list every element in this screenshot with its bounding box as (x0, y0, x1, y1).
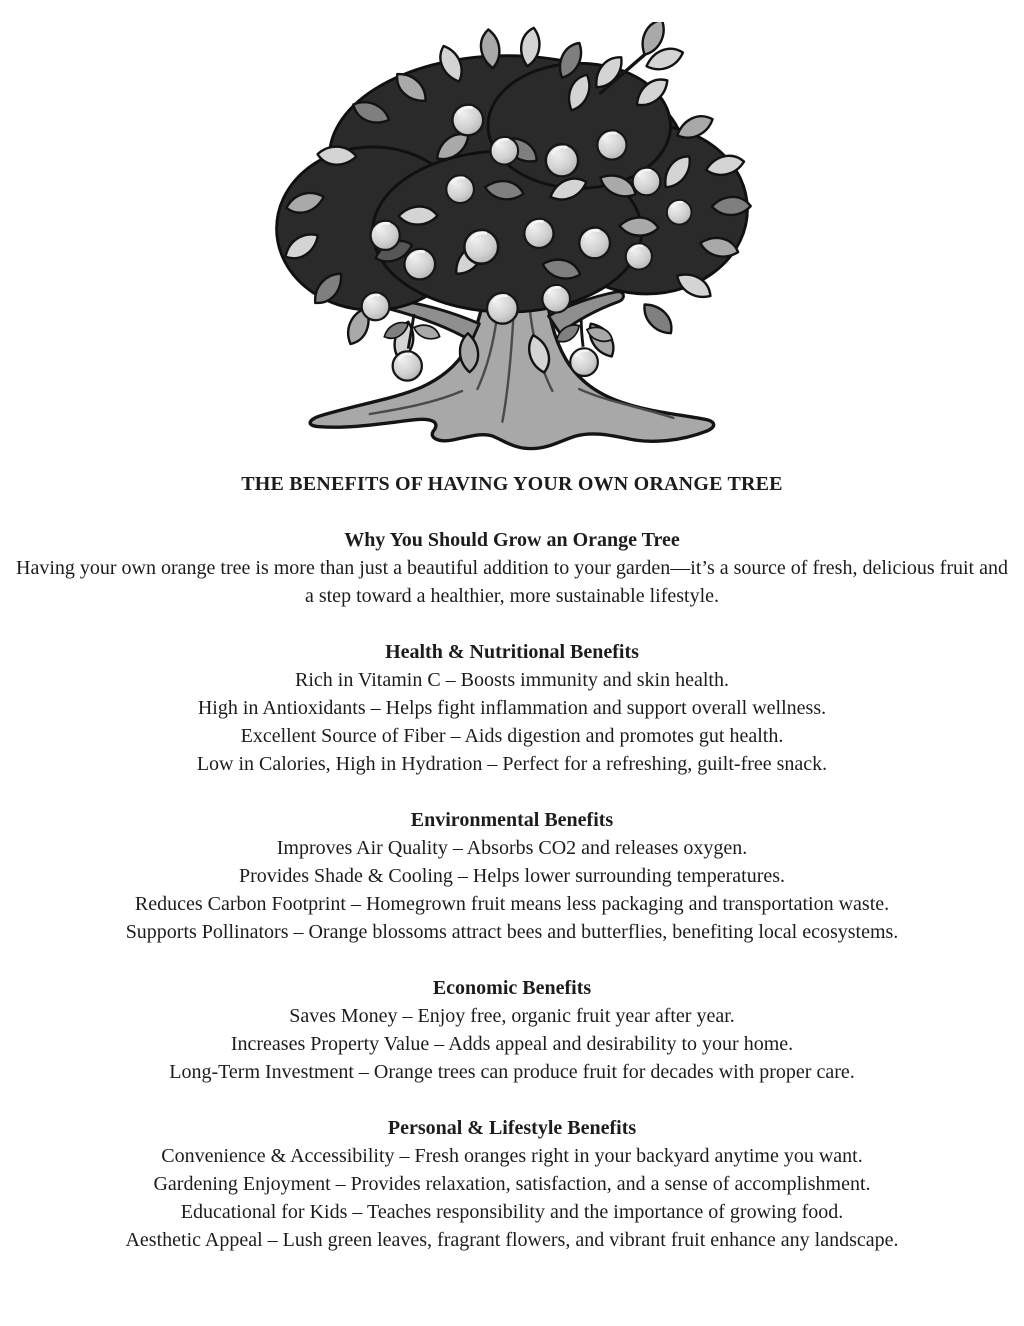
intro-paragraph: Having your own orange tree is more than just a beautiful addition to your garden—it’s a source of fresh, delicious fruit and a step toward a healthier, more sustainable lifestyle. (16, 557, 1008, 607)
benefit-line: Convenience & Accessibility – Fresh oranges right in your backyard anytime you want. (161, 1145, 863, 1167)
section-heading-environmental: Environmental Benefits (410, 809, 614, 831)
benefit-line: Increases Property Value – Adds appeal and desirability to your home. (230, 1033, 794, 1055)
benefit-line: Supports Pollinators – Orange blossoms attract bees and butterflies, benefiting local ecosystems. (125, 921, 899, 943)
benefit-line: Gardening Enjoyment – Provides relaxation, satisfaction, and a sense of accomplishment. (153, 1173, 871, 1195)
benefit-line: Reduces Carbon Footprint – Homegrown fruit means less packaging and transportation waste. (134, 893, 890, 915)
section-heading-health: Health & Nutritional Benefits (385, 641, 639, 663)
orange-tree-svg (262, 22, 762, 464)
section-heading-economic: Economic Benefits (432, 977, 592, 999)
benefit-line: Excellent Source of Fiber – Aids digestion and promotes gut health. (240, 725, 784, 747)
benefit-line: Provides Shade & Cooling – Helps lower surrounding temperatures. (238, 865, 786, 887)
document-body (11, 470, 1013, 1254)
section-heading-why-grow: Why You Should Grow an Orange Tree (344, 529, 680, 551)
section-health-benefits (11, 638, 1013, 778)
section-environmental-benefits (11, 806, 1013, 946)
section-personal-benefits (11, 1114, 1013, 1254)
benefit-line: High in Antioxidants – Helps fight inflammation and support overall wellness. (197, 697, 827, 719)
benefit-line: Saves Money – Enjoy free, organic fruit year after year. (289, 1005, 735, 1027)
page-title: THE BENEFITS OF HAVING YOUR OWN ORANGE TREE (241, 473, 783, 495)
benefit-line: Educational for Kids – Teaches responsibility and the importance of growing food. (180, 1201, 844, 1223)
benefit-line: Low in Calories, High in Hydration – Perfect for a refreshing, guilt-free snack. (196, 753, 828, 775)
benefit-line: Improves Air Quality – Absorbs CO2 and releases oxygen. (276, 837, 748, 859)
benefit-line: Long-Term Investment – Orange trees can produce fruit for decades with proper care. (169, 1061, 855, 1083)
orange-tree-illustration (0, 0, 1024, 464)
benefit-line: Rich in Vitamin C – Boosts immunity and skin health. (295, 669, 729, 691)
benefit-line: Aesthetic Appeal – Lush green leaves, fragrant flowers, and vibrant fruit enhance any landscape. (125, 1229, 899, 1251)
section-heading-personal: Personal & Lifestyle Benefits (387, 1117, 637, 1139)
section-economic-benefits (11, 974, 1013, 1086)
section-why-grow (11, 526, 1013, 610)
